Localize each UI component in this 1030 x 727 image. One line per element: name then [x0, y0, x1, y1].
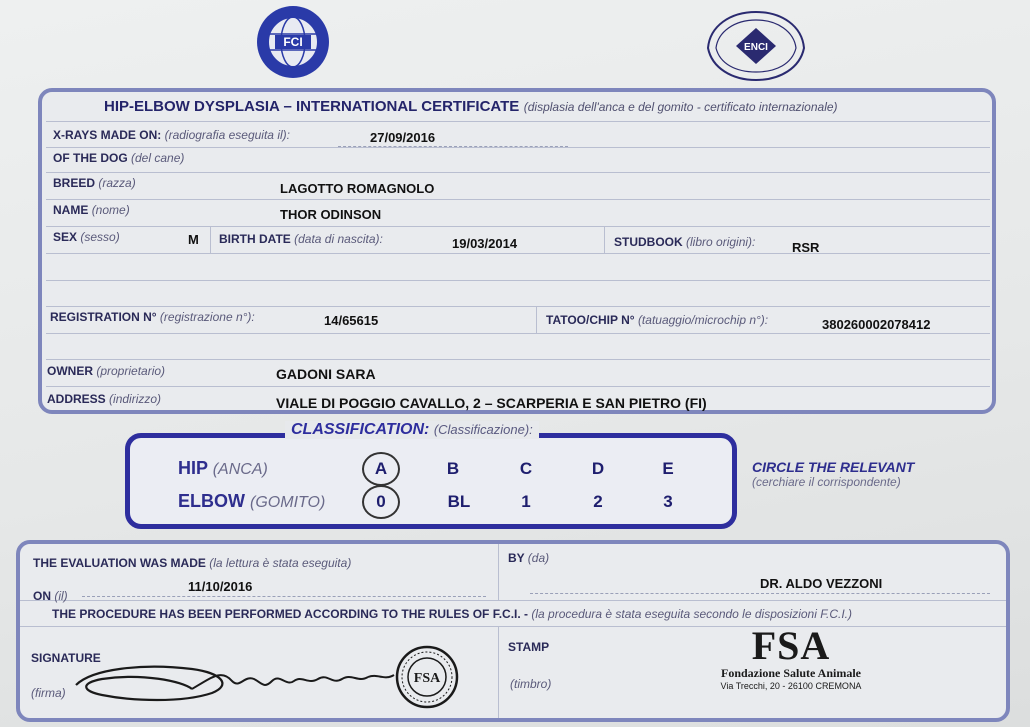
- signature-sub-label: (firma): [31, 686, 66, 700]
- elbow-grade-2[interactable]: 2: [593, 492, 603, 511]
- evaluation-date-value: 11/10/2016: [188, 579, 253, 594]
- elbow-grade-3[interactable]: 3: [663, 492, 673, 511]
- fci-globe-icon: [253, 4, 333, 80]
- fsa-name: Fondazione Salute Animale: [720, 666, 861, 680]
- signature-label: SIGNATURE: [31, 651, 101, 665]
- hip-grade-d[interactable]: D: [591, 459, 605, 478]
- elbow-grade-1[interactable]: 1: [521, 492, 531, 511]
- certificate-title: [104, 98, 838, 116]
- birth-date-label: BIRTH DATE (data di nascita):: [219, 232, 383, 246]
- sex-label: SEX (sesso): [53, 230, 120, 244]
- enci-emblem-icon: [700, 6, 812, 86]
- hip-grade-a[interactable]: A: [374, 459, 388, 478]
- enci-logo: [700, 6, 812, 86]
- studbook-value: RSR: [792, 240, 820, 255]
- chip-label: TATOO/CHIP N° (tatuaggio/microchip n°):: [546, 313, 769, 327]
- elbow-grade-0[interactable]: 0: [376, 492, 386, 511]
- procedure-statement: THE PROCEDURE HAS BEEN PERFORMED ACCORDING TO THE RULES OF F.C.I. - (la procedura è stata eseguita secondo le disposizioni F.C.I.): [52, 607, 852, 621]
- registration-label: REGISTRATION N° (registrazione n°):: [50, 310, 255, 324]
- hip-row-label: HIP (ANCA): [178, 458, 268, 478]
- owner-value: GADONI SARA: [276, 366, 376, 382]
- divider: [46, 147, 990, 148]
- name-label: NAME (nome): [53, 203, 130, 217]
- studbook-label: STUDBOOK (libro origini):: [614, 235, 756, 249]
- circle-instruction: CIRCLE THE RELEVANT (cerchiare il corrispondente): [752, 459, 915, 489]
- breed-label: BREED (razza): [53, 176, 136, 190]
- evaluated-by-value: DR. ALDO VEZZONI: [760, 576, 883, 591]
- seal-text: FSA: [413, 671, 441, 686]
- divider: [46, 386, 990, 387]
- chip-value: 380260002078412: [822, 317, 931, 332]
- handwritten-signature: [72, 655, 402, 707]
- date-underline: [82, 596, 486, 597]
- divider: [46, 359, 990, 360]
- address-label: ADDRESS (indirizzo): [47, 392, 162, 406]
- divider: [536, 306, 537, 333]
- enci-logo-text: ENCI: [744, 42, 768, 53]
- divider: [210, 226, 211, 253]
- dog-label: OF THE DOG (del cane): [53, 151, 185, 165]
- xrays-underline: [338, 146, 568, 147]
- evaluation-made-label: THE EVALUATION WAS MADE (la lettura è stata eseguita): [33, 556, 352, 570]
- divider: [46, 333, 990, 334]
- fci-logo-text: FCI: [283, 35, 303, 49]
- elbow-row-label: ELBOW (GOMITO): [178, 491, 326, 511]
- stamp-sub-label: (timbro): [510, 677, 552, 691]
- fsa-round-seal: [394, 644, 460, 710]
- divider: [20, 600, 1006, 601]
- hip-grade-c[interactable]: C: [519, 459, 533, 478]
- xrays-value: 27/09/2016: [370, 130, 436, 145]
- fci-logo: [253, 4, 333, 80]
- classification-title: CLASSIFICATION: (Classificazione):: [285, 421, 539, 439]
- breed-value: LAGOTTO ROMAGNOLO: [280, 181, 435, 196]
- divider: [604, 226, 605, 253]
- fsa-mark: FSA: [751, 623, 831, 668]
- sex-value: M: [188, 232, 199, 247]
- hip-grade-b[interactable]: B: [446, 459, 460, 478]
- elbow-grade-bl[interactable]: BL: [447, 492, 471, 511]
- registration-value: 14/65615: [324, 313, 379, 328]
- fsa-stamp: [716, 623, 866, 691]
- name-value: THOR ODINSON: [280, 207, 382, 222]
- divider: [46, 172, 990, 173]
- hip-grade-e[interactable]: E: [662, 459, 674, 478]
- divider: [46, 121, 990, 122]
- divider: [46, 306, 990, 307]
- classification-box: [125, 433, 737, 529]
- fsa-address: Via Trecchi, 20 - 26100 CREMONA: [720, 681, 862, 691]
- divider: [46, 226, 990, 227]
- divider: [46, 253, 990, 254]
- certificate-title-main: HIP-ELBOW DYSPLASIA – INTERNATIONAL CERTIFICATE: [104, 98, 520, 115]
- xrays-label: X-RAYS MADE ON: (radiografia eseguita il):: [53, 128, 290, 142]
- owner-label: OWNER (proprietario): [47, 364, 166, 378]
- birth-date-value: 19/03/2014: [452, 236, 518, 251]
- divider: [46, 280, 990, 281]
- divider: [498, 626, 499, 718]
- certificate-title-sub: (displasia dell'anca e del gomito - certificato internazionale): [523, 100, 838, 114]
- evaluation-on-label: ON (il): [33, 589, 68, 603]
- evaluated-by-label: BY (da): [508, 551, 550, 565]
- divider: [46, 199, 990, 200]
- by-underline: [530, 593, 990, 594]
- divider: [498, 544, 499, 600]
- address-value: VIALE DI POGGIO CAVALLO, 2 – SCARPERIA E SAN PIETRO (FI): [276, 395, 707, 411]
- stamp-label: STAMP: [508, 640, 550, 654]
